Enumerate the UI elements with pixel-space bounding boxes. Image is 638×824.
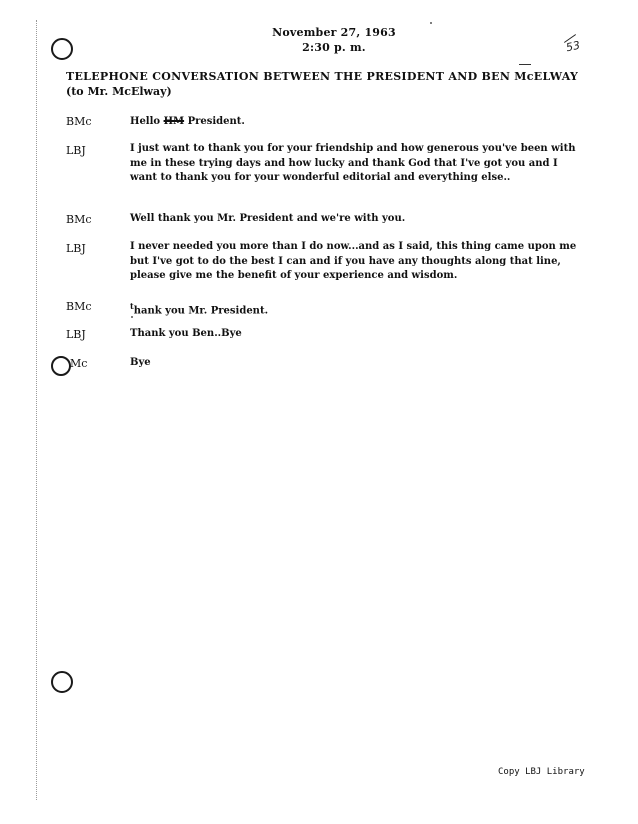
faint-letter: t — [130, 301, 134, 311]
archive-stamp: Copy LBJ Library — [498, 767, 585, 777]
call-time: 2:30 p. m. — [302, 41, 366, 54]
speech-text: Hello HM President. — [130, 116, 245, 127]
left-margin-line — [36, 20, 37, 800]
pen-tick-mark — [519, 64, 531, 65]
page-number-mark: 53 — [564, 38, 582, 55]
speech-text: Bye — [130, 357, 151, 368]
speaker-label: BMc — [66, 300, 92, 313]
call-date: November 27, 1963 — [272, 26, 396, 39]
speech-text: I never needed you more than I do now...and as I said, this thing came upon me but I've got to do the best I can and if you have any thoughts along that line, please give me the benefit of your experience and wisdom. — [130, 241, 577, 281]
document-subtitle: (to Mr. McElway) — [66, 85, 172, 98]
speech-text: Well thank you Mr. President and we're with you. — [130, 213, 406, 224]
punch-hole-icon — [51, 356, 71, 376]
speaker-label: BMc — [66, 213, 92, 226]
speaker-label: LBJ — [66, 144, 86, 157]
speaker-label: BMc — [66, 115, 92, 128]
document-title: TELEPHONE CONVERSATION BETWEEN THE PRESIDENT AND BEN McELWAY — [66, 70, 579, 83]
speech-text: $^t$hank you Mr. President. — [130, 301, 269, 317]
struck-text: HM — [163, 116, 185, 127]
speaker-label: LBJ — [66, 328, 86, 341]
speaker-label: Mc — [70, 357, 88, 370]
punch-hole-icon — [51, 671, 73, 693]
speck-mark — [430, 22, 432, 24]
speech-text: Thank you Ben..Bye — [130, 328, 242, 339]
speech-text: I just want to thank you for your friendship and how generous you've been with me in these trying days and how lucky and thank God that I've got you and I want to thank you for your wonderful editorial and everything else.. — [130, 143, 576, 183]
speaker-label: LBJ — [66, 242, 86, 255]
